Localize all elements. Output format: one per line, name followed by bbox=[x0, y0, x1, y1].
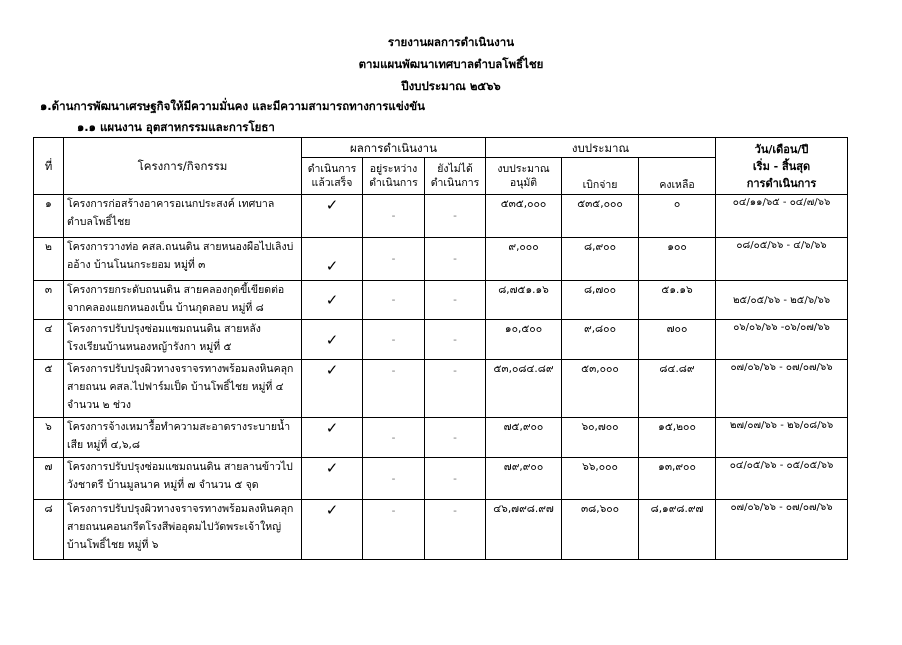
results-table bbox=[33, 137, 848, 560]
table-row bbox=[34, 458, 848, 500]
row-project: โครงการยกระดับถนนดิน สายคลองกุดขี้เขียดต่อจากคลองแยกหนองเบ็น บ้านกุดลอบ หมู่ที่ ๘ bbox=[64, 281, 302, 320]
row-approved: ๘,๗๕๑.๑๖ bbox=[486, 281, 562, 320]
row-dates: ๒๗/๐๗/๖๖ - ๒๖/๐๘/๖๖ bbox=[716, 418, 848, 458]
col-header-remaining: คงเหลือ bbox=[639, 158, 716, 195]
row-not-started: - bbox=[425, 238, 486, 281]
row-remaining: ๑๓,๙๐๐ bbox=[639, 458, 716, 500]
row-no: ๘ bbox=[34, 500, 64, 560]
row-remaining: ๗๐๐ bbox=[639, 320, 716, 360]
row-disbursed: ๕๓๕,๐๐๐ bbox=[562, 195, 639, 238]
row-project: โครงการปรับปรุงซ่อมแซมถนนดิน สายลานข้าวไปวังชาตรี บ้านมูลนาค หมู่ที่ ๗ จำนวน ๕ จุด bbox=[64, 458, 302, 500]
check-icon: ✓ bbox=[302, 500, 363, 560]
row-approved: ๕๓๕,๐๐๐ bbox=[486, 195, 562, 238]
row-disbursed: ๓๘,๖๐๐ bbox=[562, 500, 639, 560]
row-project: โครงการปรับปรุงผิวทางจราจรทางพร้อมลงหินคลุก สายถนน คสล.ไปฟาร์มเป็ด บ้านโพธิ์ไชย หมู่ที่ ๔ จำนวน ๒ ช่วง bbox=[64, 360, 302, 418]
row-disbursed: ๙,๘๐๐ bbox=[562, 320, 639, 360]
table-row bbox=[34, 238, 848, 281]
row-in-progress: - bbox=[363, 500, 425, 560]
check-icon: ✓ bbox=[302, 360, 363, 418]
row-in-progress: - bbox=[363, 281, 425, 320]
check-icon: ✓ bbox=[302, 195, 363, 238]
strategy-heading: ๑.ด้านการพัฒนาเศรษฐกิจให้มีความมั่นคง และมีความสามารถทางการแข่งขัน bbox=[40, 99, 426, 113]
row-project: โครงการปรับปรุงซ่อมแซมถนนดิน สายหลังโรงเรียนบ้านหนองหญ้ารังกา หมู่ที่ ๕ bbox=[64, 320, 302, 360]
row-in-progress: - bbox=[363, 418, 425, 458]
row-no: ๕ bbox=[34, 360, 64, 418]
row-remaining: ๘๔.๘๙ bbox=[639, 360, 716, 418]
row-in-progress: - bbox=[363, 238, 425, 281]
check-icon: ✓ bbox=[302, 281, 363, 320]
row-in-progress: - bbox=[363, 320, 425, 360]
row-dates: ๐๘/๐๕/๖๖ - ๔/๖/๖๖ bbox=[716, 238, 848, 281]
col-header-approved-line2: อนุมัติ bbox=[509, 177, 538, 189]
table-row bbox=[34, 281, 848, 320]
check-icon: ✓ bbox=[302, 238, 363, 281]
table-row bbox=[34, 195, 848, 238]
col-header-done-line1: ดำเนินการ bbox=[307, 163, 357, 175]
row-remaining: ๐ bbox=[639, 195, 716, 238]
col-header-in-progress-line1: อยู่ระหว่าง bbox=[369, 163, 418, 175]
row-project: โครงการจ้างเหมารื้อทำความสะอาดรางระบายน้ำเสีย หมู่ที่ ๔,๖,๘ bbox=[64, 418, 302, 458]
row-not-started: - bbox=[425, 360, 486, 418]
table-row bbox=[34, 418, 848, 458]
check-icon: ✓ bbox=[302, 418, 363, 458]
col-header-budget-group: งบประมาณ bbox=[486, 138, 716, 158]
row-not-started: - bbox=[425, 458, 486, 500]
col-header-in-progress bbox=[363, 158, 425, 195]
table-row bbox=[34, 320, 848, 360]
table-row bbox=[34, 500, 848, 560]
row-approved: ๗๙,๙๐๐ bbox=[486, 458, 562, 500]
col-header-dates-line3: การดำเนินการ bbox=[746, 176, 817, 190]
row-approved: ๕๓,๐๘๔.๘๙ bbox=[486, 360, 562, 418]
row-dates: ๐๖/๐๖/๖๖ -๐๖/๐๗/๖๖ bbox=[716, 320, 848, 360]
col-header-no: ที่ bbox=[34, 138, 64, 195]
col-header-not-started bbox=[425, 158, 486, 195]
col-header-approved bbox=[486, 158, 562, 195]
report-subtitle: ตามแผนพัฒนาเทศบาลตำบลโพธิ์ไชย bbox=[358, 57, 544, 71]
row-remaining: ๑๕,๒๐๐ bbox=[639, 418, 716, 458]
row-not-started: - bbox=[425, 281, 486, 320]
row-approved: ๙,๐๐๐ bbox=[486, 238, 562, 281]
col-header-dates-line2: เริ่ม - สิ้นสุด bbox=[752, 159, 811, 173]
row-approved: ๑๐,๕๐๐ bbox=[486, 320, 562, 360]
col-header-approved-line1: งบประมาณ bbox=[497, 163, 550, 175]
col-header-not-started-line1: ยังไม่ได้ bbox=[437, 163, 473, 175]
row-no: ๖ bbox=[34, 418, 64, 458]
col-header-done bbox=[302, 158, 363, 195]
col-header-done-line2: แล้วเสร็จ bbox=[311, 177, 353, 189]
row-disbursed: ๘,๗๐๐ bbox=[562, 281, 639, 320]
row-not-started: - bbox=[425, 418, 486, 458]
row-dates: ๐๗/๐๖/๖๖ - ๐๗/๐๗/๖๖ bbox=[716, 500, 848, 560]
row-approved: ๔๖,๗๙๘.๙๗ bbox=[486, 500, 562, 560]
row-disbursed: ๖๖,๐๐๐ bbox=[562, 458, 639, 500]
row-disbursed: ๖๐,๗๐๐ bbox=[562, 418, 639, 458]
row-no: ๗ bbox=[34, 458, 64, 500]
row-remaining: ๑๐๐ bbox=[639, 238, 716, 281]
row-project: โครงการวางท่อ คสล.ถนนดิน สายหนองผือไปเลิงบ่ออ้าง บ้านโนนกระยอม หมู่ที่ ๓ bbox=[64, 238, 302, 281]
row-no: ๒ bbox=[34, 238, 64, 281]
row-in-progress: - bbox=[363, 195, 425, 238]
row-not-started: - bbox=[425, 500, 486, 560]
row-dates: ๒๕/๐๕/๖๖ - ๒๕/๖/๖๖ bbox=[716, 281, 848, 320]
table-row bbox=[34, 360, 848, 418]
col-header-in-progress-line2: ดำเนินการ bbox=[369, 177, 418, 189]
row-remaining: ๕๑.๑๖ bbox=[639, 281, 716, 320]
row-not-started: - bbox=[425, 195, 486, 238]
fiscal-year: ปีงบประมาณ ๒๕๖๖ bbox=[401, 79, 501, 93]
col-header-dates-line1: วัน/เดือน/ปี bbox=[754, 142, 809, 156]
col-header-project: โครงการ/กิจกรรม bbox=[64, 138, 302, 195]
check-icon: ✓ bbox=[302, 320, 363, 360]
col-header-disbursed: เบิกจ่าย bbox=[562, 158, 639, 195]
plan-heading: ๑.๑ แผนงาน อุตสาหกรรมและการโยธา bbox=[77, 120, 275, 134]
row-in-progress: - bbox=[363, 360, 425, 418]
row-not-started: - bbox=[425, 320, 486, 360]
col-header-dates bbox=[716, 138, 848, 195]
row-project: โครงการปรับปรุงผิวทางจราจรทางพร้อมลงหินคลุก สายถนนคอนกรีตโรงสีพ่ออุดมไปวัดพระเจ้าใหญ่ บ้านโพธิ์ไชย หมู่ที่ ๖ bbox=[64, 500, 302, 560]
col-header-result-group: ผลการดำเนินงาน bbox=[302, 138, 486, 158]
row-remaining: ๘,๑๙๘.๙๗ bbox=[639, 500, 716, 560]
row-no: ๔ bbox=[34, 320, 64, 360]
col-header-not-started-line2: ดำเนินการ bbox=[430, 177, 480, 189]
check-icon: ✓ bbox=[302, 458, 363, 500]
row-no: ๓ bbox=[34, 281, 64, 320]
row-in-progress: - bbox=[363, 458, 425, 500]
row-disbursed: ๕๓,๐๐๐ bbox=[562, 360, 639, 418]
row-dates: ๐๔/๐๕/๖๖ - ๐๕/๐๕/๖๖ bbox=[716, 458, 848, 500]
row-dates: ๐๔/๑๑/๖๕ - ๐๔/๗/๖๖ bbox=[716, 195, 848, 238]
report-title: รายงานผลการดำเนินงาน bbox=[387, 35, 515, 49]
row-disbursed: ๘,๙๐๐ bbox=[562, 238, 639, 281]
row-approved: ๗๕,๙๐๐ bbox=[486, 418, 562, 458]
row-no: ๑ bbox=[34, 195, 64, 238]
row-dates: ๐๗/๐๖/๖๖ - ๐๗/๐๗/๖๖ bbox=[716, 360, 848, 418]
row-project: โครงการก่อสร้างอาคารอเนกประสงค์ เทศบาลตำบลโพธิ์ไชย bbox=[64, 195, 302, 238]
